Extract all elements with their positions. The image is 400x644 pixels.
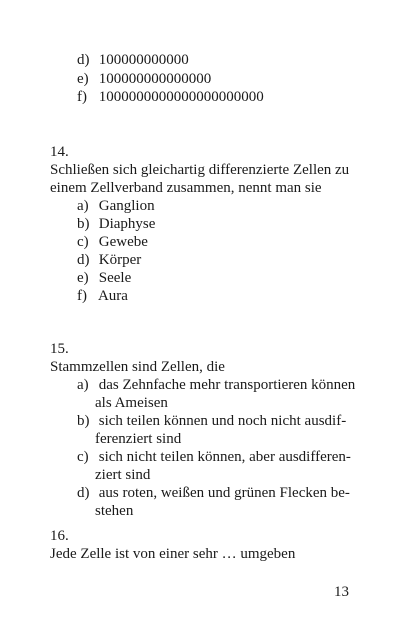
q14-option-a: [77, 197, 155, 215]
option-text: 100000000000000: [98, 71, 212, 87]
q14-option-f: [77, 287, 128, 305]
option-text: sich nicht teilen können, aber ausdifferen-: [98, 449, 351, 465]
option-letter: b): [77, 216, 90, 232]
q15-option-b: [77, 412, 346, 430]
option-letter: c): [77, 449, 89, 465]
option-letter: e): [77, 71, 89, 87]
option-letter: d): [77, 52, 90, 68]
option-text: Körper: [98, 252, 142, 268]
option-text: Ganglion: [98, 198, 155, 214]
q14-option-e: [77, 269, 131, 287]
option-f: [77, 88, 264, 106]
option-text: sich teilen können und noch nicht ausdif-: [98, 413, 347, 429]
question-15-text: Stammzellen sind Zellen, die: [50, 359, 225, 375]
option-letter: b): [77, 413, 90, 429]
q15-option-c: [77, 448, 351, 466]
question-16-number: 16.: [50, 528, 69, 544]
option-text: Seele: [98, 270, 132, 286]
question-16-text: Jede Zelle ist von einer sehr … umgeben: [50, 546, 296, 562]
option-text: 100000000000: [98, 52, 189, 68]
q15-option-a-continued: als Ameisen: [95, 395, 168, 411]
option-letter: d): [77, 252, 90, 268]
option-e: [77, 70, 211, 88]
question-14-text-line1: Schließen sich gleichartig differenzierte Zellen zu: [50, 162, 350, 178]
option-d: [77, 51, 189, 69]
q14-option-d: [77, 251, 141, 269]
option-letter: a): [77, 377, 89, 393]
option-text: das Zehnfache mehr transportieren können: [98, 377, 356, 393]
option-letter: c): [77, 234, 89, 250]
q15-option-a: [77, 376, 355, 394]
option-letter: f): [77, 89, 87, 105]
option-letter: d): [77, 485, 90, 501]
q15-option-d-continued: stehen: [95, 503, 134, 519]
option-text: aus roten, weißen und grünen Flecken be-: [98, 485, 350, 501]
option-text: Aura: [97, 288, 128, 304]
option-letter: a): [77, 198, 89, 214]
q15-option-c-continued: ziert sind: [95, 467, 151, 483]
q15-option-b-continued: ferenziert sind: [95, 431, 182, 447]
q15-option-d: [77, 484, 350, 502]
question-14-number: 14.: [50, 144, 69, 160]
option-letter: e): [77, 270, 89, 286]
q14-option-c: [77, 233, 148, 251]
page-number: 13: [334, 584, 349, 600]
option-letter: f): [77, 288, 87, 304]
option-text: Diaphyse: [98, 216, 156, 232]
question-14-text-line2: einem Zellverband zusammen, nennt man sie: [50, 180, 322, 196]
question-15-number: 15.: [50, 341, 69, 357]
q14-option-b: [77, 215, 155, 233]
option-text: 1000000000000000000000: [98, 89, 264, 105]
option-text: Gewebe: [98, 234, 148, 250]
